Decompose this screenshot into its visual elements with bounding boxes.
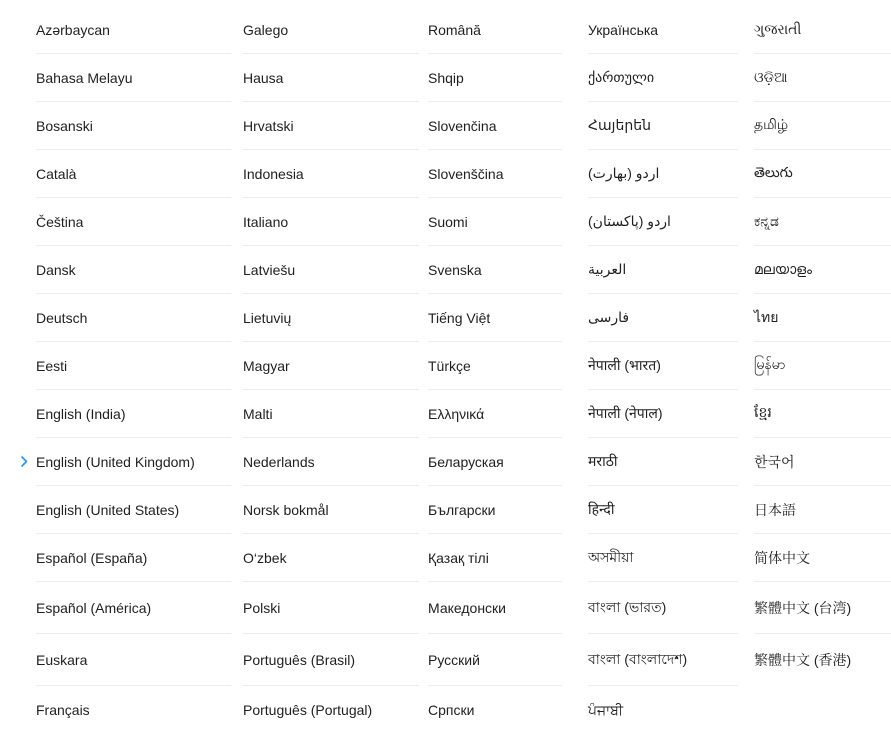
language-option[interactable] bbox=[428, 294, 562, 342]
language-label: Polski bbox=[243, 599, 281, 616]
language-label: Português (Portugal) bbox=[243, 702, 373, 718]
language-option[interactable] bbox=[428, 534, 562, 582]
language-option[interactable] bbox=[428, 342, 562, 390]
language-option[interactable] bbox=[36, 686, 231, 734]
language-label: Hausa bbox=[243, 69, 284, 86]
language-option[interactable] bbox=[754, 634, 891, 686]
language-label: বাংলা (ভারত) bbox=[588, 598, 667, 615]
language-option[interactable] bbox=[36, 634, 231, 686]
language-label: English (United States) bbox=[36, 501, 180, 518]
language-option[interactable] bbox=[428, 54, 562, 102]
language-option[interactable] bbox=[428, 390, 562, 438]
language-label: Lietuvių bbox=[243, 309, 292, 326]
language-label: Русский bbox=[428, 651, 480, 668]
language-option[interactable] bbox=[243, 102, 419, 150]
language-option[interactable] bbox=[588, 534, 738, 582]
language-option[interactable] bbox=[243, 6, 419, 54]
language-label: 한국어 bbox=[754, 453, 795, 470]
language-option[interactable] bbox=[588, 390, 738, 438]
language-option[interactable] bbox=[428, 686, 562, 734]
language-option[interactable] bbox=[428, 582, 562, 634]
language-option[interactable] bbox=[243, 246, 419, 294]
language-label: Español (América) bbox=[36, 599, 152, 616]
language-label: Nederlands bbox=[243, 453, 315, 470]
language-label: ខ្មែរ bbox=[754, 404, 772, 420]
language-column-5 bbox=[754, 6, 891, 686]
language-label: العربية bbox=[588, 261, 627, 277]
language-label: বাংলা (বাংলাদেশ) bbox=[588, 650, 688, 667]
language-label: தமிழ் bbox=[754, 116, 789, 132]
language-option[interactable] bbox=[243, 534, 419, 582]
language-option[interactable] bbox=[428, 438, 562, 486]
language-option[interactable] bbox=[588, 438, 738, 486]
language-label: অসমীয়া bbox=[588, 548, 634, 565]
language-label: Suomi bbox=[428, 213, 468, 230]
language-label: Español (España) bbox=[36, 549, 148, 566]
language-label: Română bbox=[428, 21, 481, 38]
language-option[interactable] bbox=[243, 486, 419, 534]
language-label: Türkçe bbox=[428, 357, 471, 374]
language-label: 简体中文 bbox=[754, 549, 810, 566]
language-label: ગુજરાતી bbox=[754, 21, 802, 37]
language-label: ไทย bbox=[754, 308, 779, 325]
language-option[interactable] bbox=[754, 534, 891, 582]
language-column-4 bbox=[588, 6, 738, 734]
language-label: 繁體中文 (台湾) bbox=[754, 599, 852, 616]
language-option[interactable] bbox=[588, 198, 738, 246]
language-label: Беларуская bbox=[428, 453, 504, 470]
language-label: O‘zbek bbox=[243, 549, 287, 566]
language-option[interactable] bbox=[588, 54, 738, 102]
language-option[interactable] bbox=[36, 54, 231, 102]
language-option[interactable] bbox=[36, 246, 231, 294]
language-label: Slovenščina bbox=[428, 165, 504, 182]
language-label: ਪੰਜਾਬੀ bbox=[588, 701, 624, 718]
language-option[interactable] bbox=[36, 390, 231, 438]
language-label: Euskara bbox=[36, 651, 88, 668]
language-label: Tiếng Việt bbox=[428, 309, 491, 326]
language-option[interactable] bbox=[428, 486, 562, 534]
language-option[interactable] bbox=[428, 634, 562, 686]
language-label: ქართული bbox=[588, 69, 655, 85]
language-label: മലയാളം bbox=[754, 261, 813, 277]
language-label: Latviešu bbox=[243, 261, 296, 278]
language-option[interactable] bbox=[588, 686, 738, 734]
language-label: Bosanski bbox=[36, 117, 93, 134]
language-label: Malti bbox=[243, 405, 273, 422]
language-label: Azərbaycan bbox=[36, 21, 110, 38]
language-option[interactable] bbox=[588, 102, 738, 150]
language-option[interactable] bbox=[428, 6, 562, 54]
language-label: اردو (بھارت) bbox=[588, 165, 660, 181]
language-option[interactable] bbox=[36, 6, 231, 54]
language-label: Ελληνικά bbox=[428, 405, 485, 422]
language-label: Svenska bbox=[428, 261, 482, 278]
language-option[interactable] bbox=[243, 686, 419, 734]
language-option[interactable] bbox=[36, 102, 231, 150]
language-label: नेपाली (भारत) bbox=[588, 357, 661, 373]
language-option[interactable] bbox=[243, 582, 419, 634]
language-label: Čeština bbox=[36, 213, 84, 230]
language-option[interactable] bbox=[754, 438, 891, 486]
language-column-2 bbox=[243, 6, 419, 734]
language-label: Shqip bbox=[428, 69, 464, 86]
language-label: 日本語 bbox=[754, 501, 796, 518]
language-option[interactable] bbox=[754, 294, 891, 342]
language-option[interactable] bbox=[36, 534, 231, 582]
language-label: తెలుగు bbox=[754, 163, 793, 180]
language-label: Italiano bbox=[243, 213, 289, 230]
language-label: Galego bbox=[243, 21, 289, 38]
language-label: Hrvatski bbox=[243, 117, 294, 134]
language-label: ಕನ್ನಡ bbox=[754, 213, 779, 229]
language-option[interactable] bbox=[243, 438, 419, 486]
language-option[interactable] bbox=[754, 6, 891, 54]
language-option[interactable] bbox=[754, 198, 891, 246]
language-option[interactable] bbox=[243, 342, 419, 390]
language-option[interactable] bbox=[36, 582, 231, 634]
language-label: नेपाली (नेपाल) bbox=[588, 405, 663, 421]
language-label: English (United Kingdom) bbox=[36, 453, 195, 470]
language-option[interactable] bbox=[36, 342, 231, 390]
language-option[interactable] bbox=[243, 198, 419, 246]
language-column-1 bbox=[36, 6, 231, 734]
language-label: Қазақ тілі bbox=[428, 549, 489, 566]
language-label: اردو (پاکستان) bbox=[588, 213, 671, 229]
language-option[interactable] bbox=[243, 294, 419, 342]
language-label: मराठी bbox=[588, 453, 618, 469]
language-label: Indonesia bbox=[243, 165, 304, 182]
language-option-selected[interactable] bbox=[36, 438, 231, 486]
language-option[interactable] bbox=[588, 150, 738, 198]
language-label: Català bbox=[36, 165, 77, 182]
language-label: Português (Brasil) bbox=[243, 651, 356, 668]
language-option[interactable] bbox=[588, 342, 738, 390]
language-option[interactable] bbox=[588, 246, 738, 294]
language-label: Dansk bbox=[36, 261, 76, 278]
language-label: Հայերեն bbox=[588, 117, 651, 133]
language-label: Norsk bokmål bbox=[243, 501, 329, 518]
language-label: Eesti bbox=[36, 357, 68, 374]
language-option[interactable] bbox=[588, 294, 738, 342]
language-option[interactable] bbox=[754, 150, 891, 198]
language-option[interactable] bbox=[754, 582, 891, 634]
language-option[interactable] bbox=[428, 246, 562, 294]
language-option[interactable] bbox=[588, 582, 738, 634]
chevron-right-icon bbox=[19, 456, 29, 468]
language-option[interactable] bbox=[754, 390, 891, 438]
language-option[interactable] bbox=[754, 102, 891, 150]
language-option[interactable] bbox=[36, 150, 231, 198]
language-option[interactable] bbox=[588, 486, 738, 534]
language-label: Bahasa Melayu bbox=[36, 69, 133, 86]
language-label: Français bbox=[36, 702, 90, 718]
language-option[interactable] bbox=[243, 390, 419, 438]
language-option[interactable] bbox=[754, 486, 891, 534]
language-label: Magyar bbox=[243, 357, 290, 374]
language-label: Македонски bbox=[428, 599, 506, 616]
language-option[interactable] bbox=[243, 54, 419, 102]
language-label: Български bbox=[428, 501, 496, 518]
language-option[interactable] bbox=[36, 486, 231, 534]
language-option[interactable] bbox=[588, 6, 738, 54]
language-option[interactable] bbox=[243, 634, 419, 686]
language-option[interactable] bbox=[754, 54, 891, 102]
language-option[interactable] bbox=[428, 102, 562, 150]
language-label: မြန်မာ bbox=[754, 356, 786, 372]
language-label: Српски bbox=[428, 702, 475, 718]
language-option[interactable] bbox=[588, 634, 738, 686]
language-option[interactable] bbox=[36, 294, 231, 342]
language-option[interactable] bbox=[243, 150, 419, 198]
language-option[interactable] bbox=[754, 246, 891, 294]
language-label: فارسی bbox=[588, 309, 630, 325]
language-label: Українська bbox=[588, 21, 659, 38]
language-label: 繁體中文 (香港) bbox=[754, 652, 852, 668]
language-option[interactable] bbox=[428, 150, 562, 198]
language-label: Slovenčina bbox=[428, 117, 497, 134]
language-option[interactable] bbox=[754, 342, 891, 390]
language-column-3 bbox=[428, 6, 562, 734]
language-label: English (India) bbox=[36, 405, 126, 422]
language-label: ଓଡ଼ିଆ bbox=[754, 69, 788, 85]
language-option[interactable] bbox=[428, 198, 562, 246]
language-label: हिन्दी bbox=[588, 501, 615, 517]
language-label: Deutsch bbox=[36, 309, 88, 326]
language-option[interactable] bbox=[36, 198, 231, 246]
